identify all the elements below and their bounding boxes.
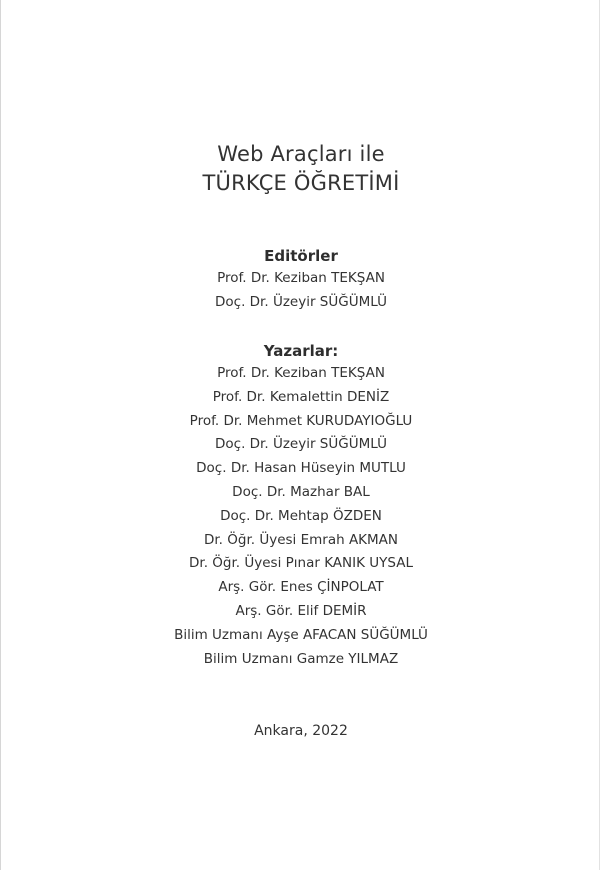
author-name: Bilim Uzmanı Ayşe AFACAN SÜĞÜMLÜ: [174, 626, 428, 643]
author-name: Doç. Dr. Hasan Hüseyin MUTLU: [196, 460, 406, 477]
editor-name: Doç. Dr. Üzeyir SÜĞÜMLÜ: [215, 293, 387, 310]
author-name: Dr. Öğr. Üyesi Emrah AKMAN: [203, 531, 399, 548]
author-name: Prof. Dr. Mehmet KURUDAYIOĞLU: [189, 412, 413, 429]
book-title: [1, 140, 600, 198]
author-name: Dr. Öğr. Üyesi Pınar KANIK UYSAL: [189, 555, 413, 572]
author-name: Prof. Dr. Kemalettin DENİZ: [212, 388, 390, 405]
editors-section: [1, 245, 600, 315]
author-name: Prof. Dr. Keziban TEKŞAN: [217, 365, 385, 381]
place-and-year: Ankara, 2022: [254, 723, 348, 739]
author-name: Doç. Dr. Mazhar BAL: [232, 483, 370, 500]
author-name: Bilim Uzmanı Gamze YILMAZ: [203, 650, 399, 667]
book-title-line-2: TÜRKÇE ÖĞRETİMİ: [202, 171, 400, 195]
author-name: Arş. Gör. Enes ÇİNPOLAT: [218, 579, 384, 596]
author-name: Doç. Dr. Üzeyir SÜĞÜMLÜ: [215, 436, 387, 453]
author-name: Arş. Gör. Elif DEMİR: [235, 602, 367, 619]
editor-name: Prof. Dr. Keziban TEKŞAN: [217, 270, 385, 286]
author-name: Doç. Dr. Mehtap ÖZDEN: [220, 507, 382, 524]
book-title-line-1: Web Araçları ile: [217, 142, 385, 166]
editors-heading: Editörler: [264, 247, 338, 265]
authors-heading: Yazarlar:: [263, 342, 339, 360]
authors-section: [1, 340, 600, 671]
